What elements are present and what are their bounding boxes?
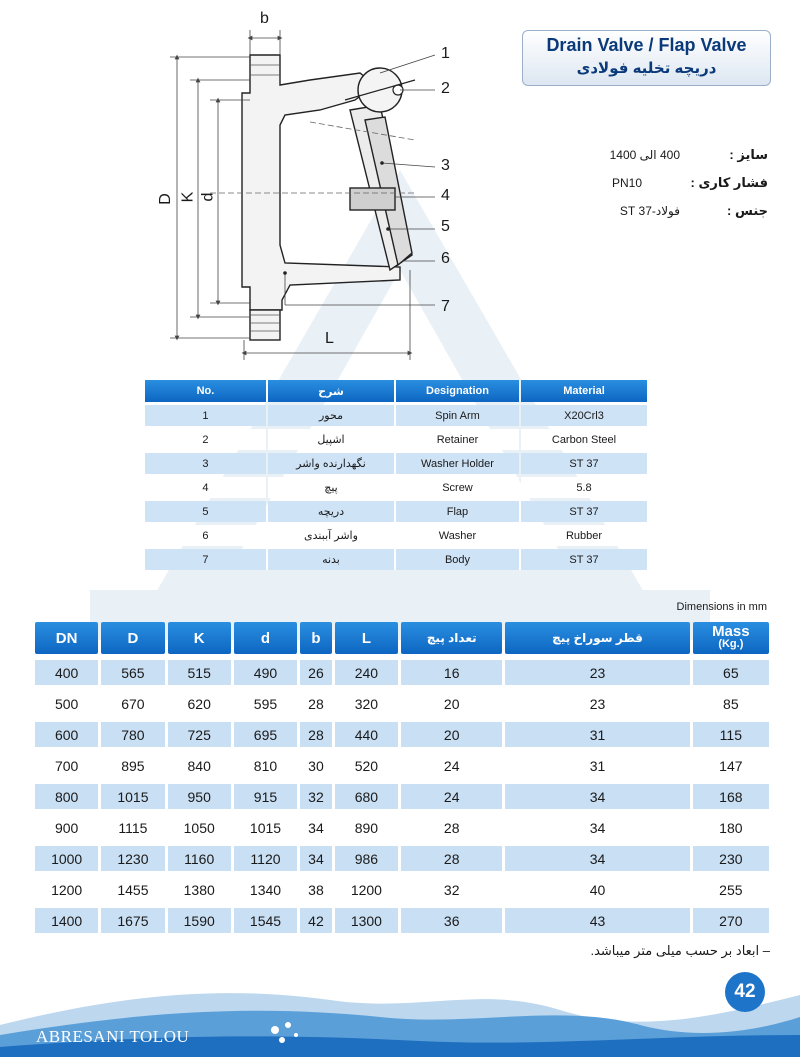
- dim-cell: 32: [401, 877, 502, 902]
- table-row: [145, 429, 647, 450]
- dim-cell: 255: [693, 877, 769, 902]
- dim-cell: 1300: [335, 908, 398, 933]
- dim-cell: 986: [335, 846, 398, 871]
- dim-header-d: d: [234, 622, 297, 654]
- dim-cell: 500: [35, 691, 98, 716]
- dim-cell: 28: [401, 815, 502, 840]
- dim-cell: 1160: [168, 846, 231, 871]
- dim-cell: 695: [234, 722, 297, 747]
- dim-cell: 34: [505, 815, 689, 840]
- dim-cell: 40: [505, 877, 689, 902]
- table-row: [35, 660, 769, 685]
- spec-size-value: 400 الی 1400: [609, 148, 680, 162]
- table-row: [145, 477, 647, 498]
- part-designation: Spin Arm: [396, 405, 519, 426]
- dim-cell: 28: [300, 691, 332, 716]
- dim-cell: 1120: [234, 846, 297, 871]
- dim-header-K: K: [168, 622, 231, 654]
- parts-header-row: [145, 380, 647, 402]
- parts-header-material: Material: [521, 380, 647, 402]
- parts-header-no: No.: [145, 380, 266, 402]
- table-row: [35, 753, 769, 778]
- parts-header-designation: Designation: [396, 380, 519, 402]
- dim-cell: 810: [234, 753, 297, 778]
- dim-cell: 800: [35, 784, 98, 809]
- part-material: X20Crl3: [521, 405, 647, 426]
- dim-cell: 890: [335, 815, 398, 840]
- part-description-fa: نگهدارنده واشر: [268, 453, 394, 474]
- spec-pressure-value: PN10: [611, 176, 642, 190]
- dim-cell: 840: [168, 753, 231, 778]
- part-no: 1: [145, 405, 266, 426]
- dim-cell: 565: [101, 660, 164, 685]
- dim-cell: 240: [335, 660, 398, 685]
- dim-cell: 32: [300, 784, 332, 809]
- dim-cell: 168: [693, 784, 769, 809]
- dim-cell: 915: [234, 784, 297, 809]
- dim-cell: 28: [401, 846, 502, 871]
- dim-cell: 620: [168, 691, 231, 716]
- dim-cell: 1015: [101, 784, 164, 809]
- callout-5: 5: [441, 218, 450, 235]
- table-row: [35, 908, 769, 933]
- title-persian: دریچه تخلیه فولادی: [576, 60, 717, 77]
- dim-cell: 34: [300, 815, 332, 840]
- table-row: [35, 815, 769, 840]
- dim-header-mass-label: Mass: [712, 623, 750, 640]
- dim-cell: 900: [35, 815, 98, 840]
- dim-header-b: b: [300, 622, 332, 654]
- dim-cell: 1590: [168, 908, 231, 933]
- spec-pressure-label: فشار کاری :: [690, 175, 768, 190]
- dim-cell: 600: [35, 722, 98, 747]
- dim-cell: 1015: [234, 815, 297, 840]
- dim-cell: 895: [101, 753, 164, 778]
- title-box: [522, 30, 771, 86]
- part-material: Rubber: [521, 525, 647, 546]
- part-no: 6: [145, 525, 266, 546]
- dim-cell: 1400: [35, 908, 98, 933]
- part-no: 2: [145, 429, 266, 450]
- dim-cell: 270: [693, 908, 769, 933]
- callout-4: 4: [441, 187, 450, 204]
- table-row: [35, 722, 769, 747]
- dim-header-bolt-count: تعداد پیچ: [401, 622, 502, 654]
- dim-cell: 26: [300, 660, 332, 685]
- dim-cell: 43: [505, 908, 689, 933]
- table-row: [145, 453, 647, 474]
- part-designation: Washer: [396, 525, 519, 546]
- dim-label-d: d: [199, 192, 217, 202]
- dim-cell: 1230: [101, 846, 164, 871]
- dim-cell: 16: [401, 660, 502, 685]
- page-number: 42: [725, 972, 765, 1012]
- dim-cell: 1115: [101, 815, 164, 840]
- callout-6: 6: [441, 250, 450, 267]
- dim-cell: 34: [300, 846, 332, 871]
- dim-label-L: L: [325, 330, 334, 347]
- part-material: ST 37: [521, 453, 647, 474]
- dim-cell: 20: [401, 722, 502, 747]
- dim-cell: 23: [505, 660, 689, 685]
- part-no: 5: [145, 501, 266, 522]
- dim-cell: 31: [505, 722, 689, 747]
- dim-cell: 515: [168, 660, 231, 685]
- dim-cell: 1200: [335, 877, 398, 902]
- dim-cell: 34: [505, 784, 689, 809]
- dim-cell: 230: [693, 846, 769, 871]
- table-row: [145, 405, 647, 426]
- table-row: [145, 549, 647, 570]
- parts-header-sharh: شرح: [268, 380, 394, 402]
- dim-cell: 400: [35, 660, 98, 685]
- part-description-fa: بدنه: [268, 549, 394, 570]
- dim-cell: 320: [335, 691, 398, 716]
- part-material: 5.8: [521, 477, 647, 498]
- part-designation: Body: [396, 549, 519, 570]
- dim-cell: 1050: [168, 815, 231, 840]
- part-description-fa: محور: [268, 405, 394, 426]
- dim-header-dn: DN: [35, 622, 98, 654]
- dim-label-b: b: [260, 10, 269, 27]
- callout-7: 7: [441, 298, 450, 315]
- dim-cell: 1200: [35, 877, 98, 902]
- dimensions-header-row: [35, 622, 769, 654]
- dim-cell: 38: [300, 877, 332, 902]
- table-row: [145, 501, 647, 522]
- dim-cell: 30: [300, 753, 332, 778]
- dim-cell: 24: [401, 784, 502, 809]
- dim-cell: 670: [101, 691, 164, 716]
- part-no: 7: [145, 549, 266, 570]
- part-material: Carbon Steel: [521, 429, 647, 450]
- dim-header-L: L: [335, 622, 398, 654]
- dim-header-mass-unit: (Kg.): [718, 638, 744, 650]
- dim-cell: 1340: [234, 877, 297, 902]
- dim-header-D: D: [101, 622, 164, 654]
- dim-cell: 23: [505, 691, 689, 716]
- dim-cell: 20: [401, 691, 502, 716]
- part-designation: Washer Holder: [396, 453, 519, 474]
- dimensions-table-body: [35, 660, 769, 933]
- callout-2: 2: [441, 80, 450, 97]
- part-designation: Flap: [396, 501, 519, 522]
- dim-header-bolt-hole: قطر سوراخ پیچ: [505, 622, 689, 654]
- part-description-fa: اشپیل: [268, 429, 394, 450]
- dim-label-K: K: [179, 191, 197, 203]
- dim-cell: 85: [693, 691, 769, 716]
- spec-size-label: سایز :: [729, 147, 768, 162]
- dim-cell: 147: [693, 753, 769, 778]
- dim-cell: 490: [234, 660, 297, 685]
- valve-technical-drawing: [150, 5, 470, 365]
- parts-table: [143, 377, 649, 573]
- dim-cell: 1675: [101, 908, 164, 933]
- callout-3: 3: [441, 157, 450, 174]
- footnote: – ابعاد بر حسب میلی متر میباشد.: [590, 943, 770, 958]
- part-description-fa: پیچ: [268, 477, 394, 498]
- dim-header-mass: [693, 622, 769, 654]
- spec-material-value: فولاد-37 ST: [619, 204, 680, 218]
- table-row: [145, 525, 647, 546]
- spec-material-label: جنس :: [727, 203, 768, 218]
- table-row: [35, 877, 769, 902]
- table-row: [35, 784, 769, 809]
- title-english: Drain Valve / Flap Valve: [546, 35, 747, 55]
- company-name: ABRESANI TOLOU: [36, 1027, 190, 1046]
- dim-cell: 180: [693, 815, 769, 840]
- part-description-fa: واشر آببندی: [268, 525, 394, 546]
- dim-cell: 1455: [101, 877, 164, 902]
- dim-cell: 950: [168, 784, 231, 809]
- dim-label-D: D: [156, 193, 174, 205]
- part-no: 4: [145, 477, 266, 498]
- dim-cell: 1545: [234, 908, 297, 933]
- part-designation: Screw: [396, 477, 519, 498]
- dim-cell: 700: [35, 753, 98, 778]
- dim-cell: 42: [300, 908, 332, 933]
- dim-cell: 36: [401, 908, 502, 933]
- dim-cell: 595: [234, 691, 297, 716]
- dim-cell: 680: [335, 784, 398, 809]
- dim-cell: 28: [300, 722, 332, 747]
- part-designation: Retainer: [396, 429, 519, 450]
- dim-cell: 34: [505, 846, 689, 871]
- dimensions-unit-note: Dimensions in mm: [676, 601, 767, 613]
- dim-cell: 1380: [168, 877, 231, 902]
- dim-cell: 24: [401, 753, 502, 778]
- dim-cell: 65: [693, 660, 769, 685]
- part-material: ST 37: [521, 549, 647, 570]
- dim-cell: 520: [335, 753, 398, 778]
- dim-cell: 780: [101, 722, 164, 747]
- dimensions-table: [32, 616, 772, 939]
- part-material: ST 37: [521, 501, 647, 522]
- table-row: [35, 691, 769, 716]
- dim-cell: 725: [168, 722, 231, 747]
- part-description-fa: دریچه: [268, 501, 394, 522]
- dim-cell: 1000: [35, 846, 98, 871]
- part-no: 3: [145, 453, 266, 474]
- dim-cell: 115: [693, 722, 769, 747]
- callout-1: 1: [441, 45, 450, 62]
- dim-cell: 440: [335, 722, 398, 747]
- dim-cell: 31: [505, 753, 689, 778]
- table-row: [35, 846, 769, 871]
